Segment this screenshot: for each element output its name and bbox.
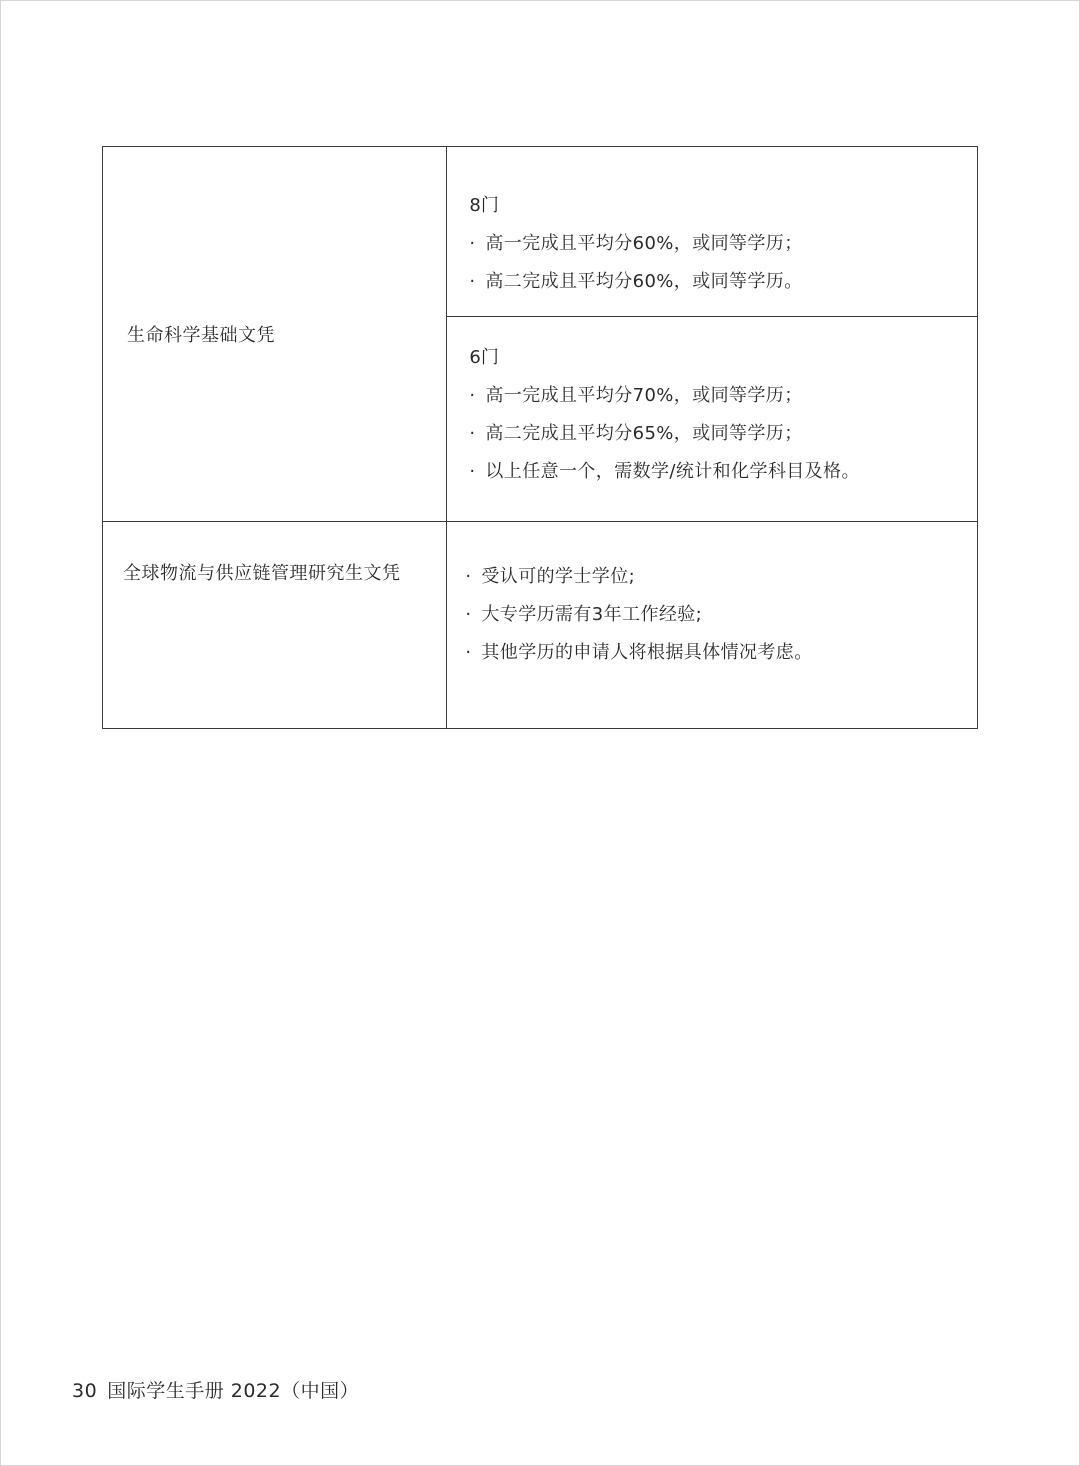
program-name: 全球物流与供应链管理研究生文凭 (123, 563, 401, 584)
entry-requirements-table (102, 146, 978, 729)
bullet: · (465, 642, 472, 663)
bullet: · (469, 461, 476, 482)
table-row (103, 147, 978, 522)
requirement-item: · 受认可的学士学位; (465, 558, 977, 596)
table-row (103, 522, 978, 729)
requirement-item: · 以上任意一个，需数学/统计和化学科目及格。 (469, 453, 977, 491)
requirement-item: · 高一完成且平均分70%，或同等学历； (469, 377, 977, 415)
bullet: · (469, 385, 476, 406)
requirement-item: · 大专学历需有3年工作经验; (465, 596, 977, 634)
requirement-item: · 高二完成且平均分65%，或同等学历； (469, 415, 977, 453)
requirement-item: · 高二完成且平均分60%，或同等学历。 (469, 263, 977, 301)
bullet: · (469, 423, 476, 444)
program-cell (103, 147, 447, 522)
bullet: · (465, 604, 472, 625)
requirements-cell (447, 147, 978, 522)
footer-title: 国际学生手册 2022（中国） (107, 1380, 360, 1402)
bullet: · (469, 233, 476, 254)
bullet: · (469, 271, 476, 292)
requirement-item: · 高一完成且平均分60%，或同等学历； (469, 225, 977, 263)
requirement-heading: 8门 (469, 195, 499, 216)
requirement-block (447, 317, 977, 521)
requirement-block (447, 147, 977, 317)
page-number: 30 (72, 1380, 98, 1402)
requirement-block (447, 522, 977, 728)
requirement-heading: 6门 (469, 347, 499, 368)
bullet: · (465, 566, 472, 587)
program-cell (103, 522, 447, 729)
program-name: 生命科学基础文凭 (127, 325, 275, 346)
requirement-item: · 其他学历的申请人将根据具体情况考虑。 (465, 634, 977, 672)
page-footer (72, 1376, 359, 1403)
requirements-cell (447, 522, 978, 729)
